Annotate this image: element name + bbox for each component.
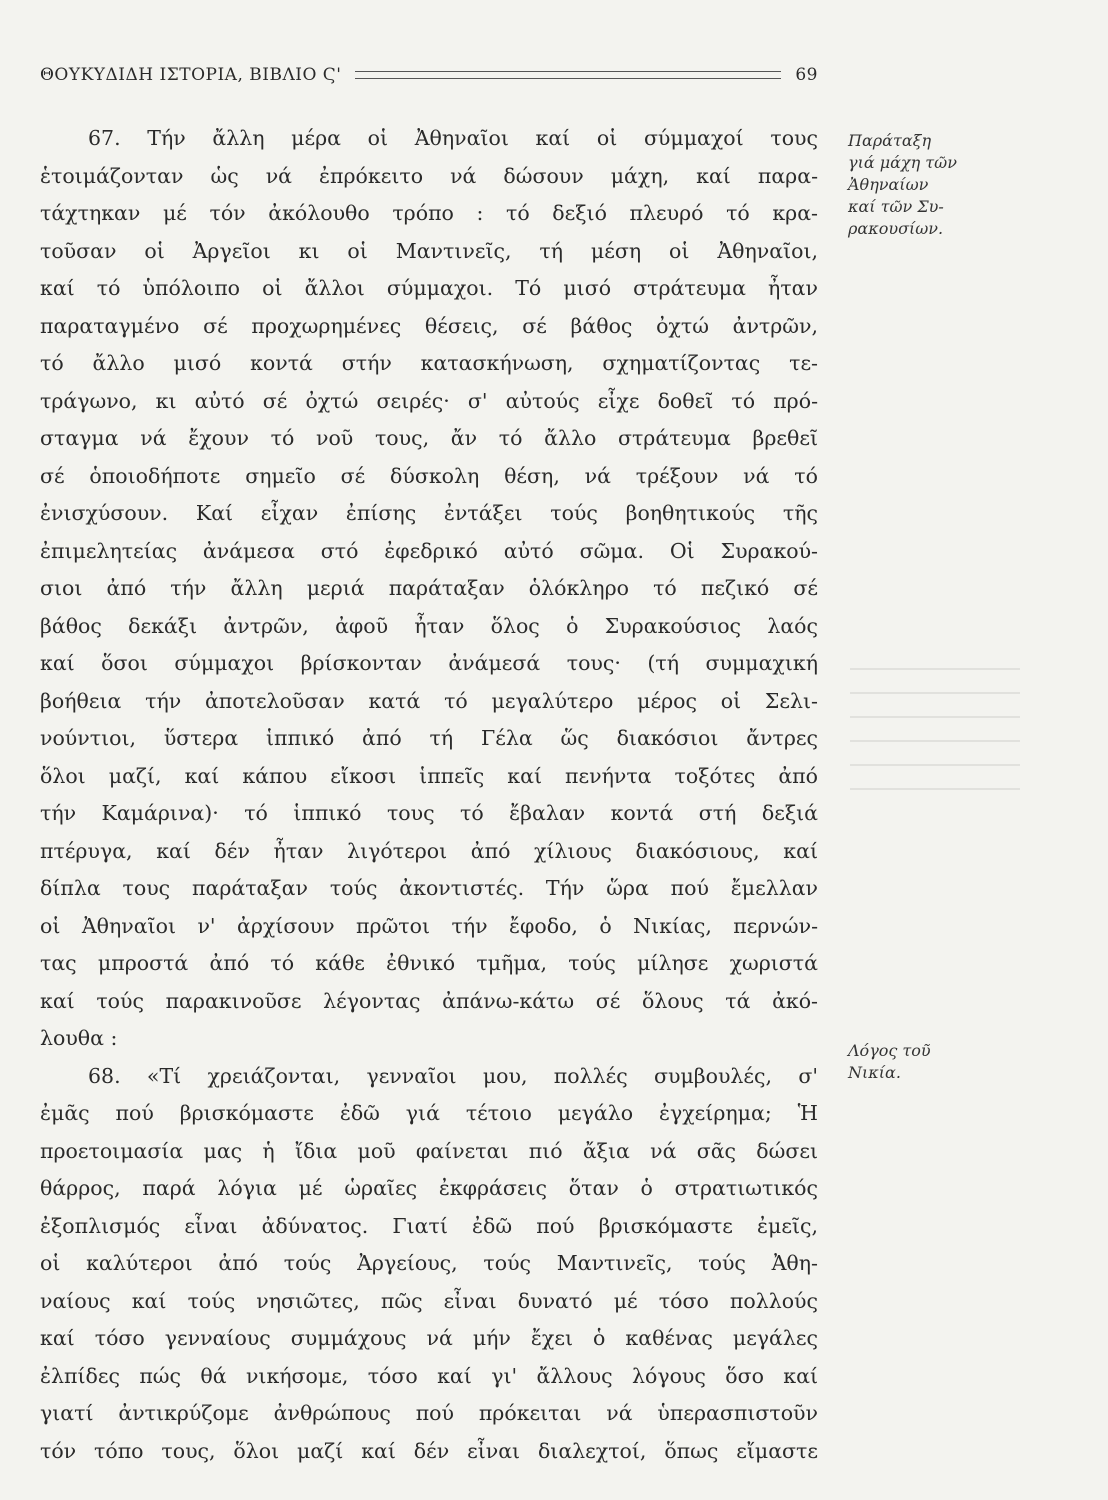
text-line: ἐλπίδες πώς θά νικήσομε, τόσο καί γι' ἄλλους λόγους ὅσο καί — [40, 1363, 818, 1388]
text-line: νούντιοι, ὕστερα ἱππικό ἀπό τή Γέλα ὥς διακόσιοι ἄντρες — [40, 726, 818, 750]
text-line: θάρρος, παρά λόγια μέ ὡραῖες ἐκφράσεις ὅταν ὁ στρατιωτικός — [40, 1176, 818, 1200]
text-line: ἐμᾶς πού βρισκόμαστε ἐδῶ γιά τέτοιο μεγάλο ἐγχείρημα; Ἡ — [40, 1101, 818, 1125]
text-line: τό ἄλλο μισό κοντά στήν κατασκήνωση, σχηματίζοντας τε- — [40, 351, 818, 375]
text-line: 67. Τήν ἄλλη μέρα οἱ Ἀθηναῖοι καί οἱ σύμμαχοί τους — [88, 126, 818, 150]
text-line: ἐπιμελητείας ἀνάμεσα στό ἐφεδρικό αὐτό σῶμα. Οἱ Συρακού- — [40, 538, 818, 563]
margin-note-line: καί τῶν Συ- — [848, 197, 944, 216]
margin-note-line: Νικία. — [848, 1063, 901, 1082]
text-line: ἐνισχύσουν. Καί εἶχαν ἐπίσης ἐντάξει τούς βοηθητικούς τῆς — [40, 501, 818, 525]
text-line: σέ ὁποιοδήποτε σημεῖο σέ δύσκολη θέση, νά τρέξουν νά τό — [40, 463, 818, 488]
margin-note-line: ρακουσίων. — [848, 219, 944, 238]
text-line: τήν Καμάρινα)· τό ἱππικό τους τό ἔβαλαν κοντά στή δεξιά — [40, 801, 818, 825]
text-line: καί τόσο γενναίους συμμάχους νά μήν ἔχει ὁ καθένας μεγάλες — [40, 1326, 818, 1350]
text-line: τας μπροστά ἀπό τό κάθε ἐθνικό τμῆμα, τούς μίλησε χωριστά — [40, 951, 818, 975]
margin-note-line: Ἀθηναίων — [848, 175, 929, 194]
text-line: παραταγμένο σέ προχωρημένες θέσεις, σέ βάθος ὀχτώ ἀντρῶν, — [40, 313, 818, 338]
text-line: δίπλα τους παράταξαν τούς ἀκοντιστές. Τήν ὥρα πού ἔμελλαν — [40, 876, 818, 900]
text-line: προετοιμασία μας ἡ ἴδια μοῦ φαίνεται πιό ἄξια νά σᾶς δώσει — [40, 1138, 818, 1163]
text-line: τόν τόπο τους, ὅλοι μαζί καί δέν εἶναι διαλεχτοί, ὅπως εἴμαστε — [40, 1438, 818, 1463]
text-line: καί τούς παρακινοῦσε λέγοντας ἀπάνω-κάτω σέ ὅλους τά ἀκό- — [40, 988, 818, 1013]
margin-note-line: γιά μάχη τῶν — [848, 153, 957, 172]
text-line: σιοι ἀπό τήν ἄλλη μεριά παράταξαν ὁλόκληρο τό πεζικό σέ — [40, 576, 818, 600]
text-line: οἱ καλύτεροι ἀπό τούς Ἀργείους, τούς Μαντινεῖς, τούς Ἀθη- — [40, 1251, 818, 1275]
margin-note-nikias-speech — [848, 1040, 1038, 1084]
text-line: βοήθεια τήν ἀποτελοῦσαν κατά τό μεγαλύτερο μέρος οἱ Σελι- — [40, 688, 818, 713]
text-line: ὅλοι μαζί, καί κάπου εἴκοσι ἱππεῖς καί πενήντα τοξότες ἀπό — [40, 763, 818, 788]
text-line: ἐξοπλισμός εἶναι ἀδύνατος. Γιατί ἐδῶ πού βρισκόμαστε ἐμεῖς, — [40, 1213, 818, 1238]
body-text — [40, 120, 818, 1470]
margin-note-line: Παράταξη — [848, 131, 932, 150]
text-line: τοῦσαν οἱ Ἀργεῖοι κι οἱ Μαντινεῖς, τή μέση οἱ Ἀθηναῖοι, — [40, 238, 818, 263]
page-number: 69 — [795, 65, 818, 85]
text-line: οἱ Ἀθηναῖοι ν' ἀρχίσουν πρῶτοι τήν ἔφοδο, ὁ Νικίας, περνών- — [40, 913, 818, 938]
text-line: γιατί ἀντικρύζομε ἀνθρώπους πού πρόκειται νά ὑπερασπιστοῦν — [40, 1401, 818, 1425]
margin-note-battle-order — [848, 130, 1038, 240]
text-line: τάχτηκαν μέ τόν ἀκόλουθο τρόπο : τό δεξιό πλευρό τό κρα- — [40, 201, 818, 225]
text-line: λουθα : — [40, 1026, 118, 1050]
header-double-rule — [355, 71, 781, 79]
text-line: τράγωνο, κι αὐτό σέ ὀχτώ σειρές· σ' αὐτούς εἶχε δοθεῖ τό πρό- — [40, 388, 818, 413]
text-line: καί ὅσοι σύμμαχοι βρίσκονταν ἀνάμεσά τους· (τή συμμαχική — [40, 651, 818, 675]
margin-note-line: Λόγος τοῦ — [848, 1041, 931, 1060]
text-line: πτέρυγα, καί δέν ἦταν λιγότεροι ἀπό χίλιους διακόσιους, καί — [40, 838, 818, 863]
text-line: ἑτοιμάζονταν ὡς νά ἐπρόκειτο νά δώσουν μάχη, καί παρα- — [40, 163, 818, 188]
text-line: ναίους καί τούς νησιῶτες, πῶς εἶναι δυνατό μέ τόσο πολλούς — [40, 1288, 818, 1313]
header-title: ΘΟΥΚΥΔΙΔΗ ΙΣΤΟΡΙΑ, ΒΙΒΛΙΟ Ϛ' — [40, 65, 342, 85]
text-line: καί τό ὑπόλοιπο οἱ ἄλλοι σύμμαχοι. Τό μισό στράτευμα ἦταν — [40, 276, 818, 300]
text-line: 68. «Τί χρειάζονται, γενναῖοι μου, πολλές συμβουλές, σ' — [88, 1063, 818, 1088]
bleed-through-shadow — [850, 668, 1020, 848]
text-line: σταγμα νά ἔχουν τό νοῦ τους, ἄν τό ἄλλο στράτευμα βρεθεῖ — [40, 426, 818, 450]
running-header — [40, 62, 818, 88]
text-line: βάθος δεκάξι ἀντρῶν, ἀφοῦ ἦταν ὅλος ὁ Συρακούσιος λαός — [40, 613, 818, 638]
